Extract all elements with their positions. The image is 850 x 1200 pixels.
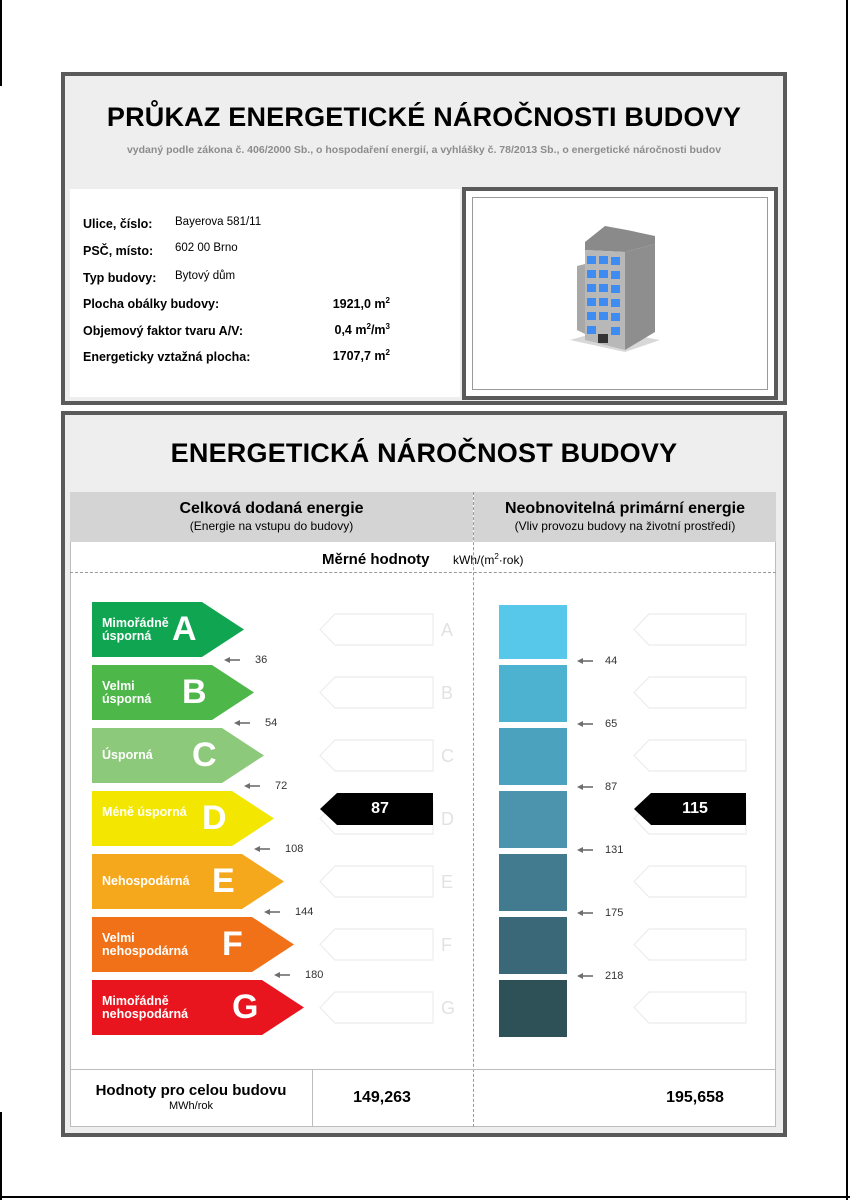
left-ghost-letter-f: F: [441, 935, 452, 955]
left-threshold-arrow-1-head: [234, 720, 240, 726]
primary-bar-c: [499, 728, 567, 785]
reference-area-label: Energeticky vztažná plocha:: [83, 350, 251, 364]
shape-factor-label: Objemový faktor tvaru A/V:: [83, 324, 243, 338]
right-threshold-1: 65: [605, 718, 618, 730]
left-ghost-letter-a: A: [441, 620, 454, 640]
primary-bar-e: [499, 854, 567, 911]
delivered-energy-total: 149,263: [353, 1089, 411, 1106]
right-placeholder-f: [634, 929, 746, 960]
building-type-value: Bytový dům: [175, 270, 236, 282]
right-placeholder-a: [634, 614, 746, 645]
left-threshold-2: 72: [275, 780, 288, 792]
right-placeholder-e: [634, 866, 746, 897]
left-threshold-arrow-3-head: [254, 846, 260, 852]
right-threshold-3: 131: [605, 844, 624, 856]
class-label-f: Velmi nehospodárná: [102, 931, 189, 958]
left-ghost-letter-b: B: [441, 683, 454, 703]
envelope-area-value: 1921,0 $m^2$: [332, 296, 390, 312]
left-placeholder-c: [320, 740, 433, 771]
right-threshold-arrow-3-head: [577, 847, 583, 853]
psc-value: 602 00 Brno: [175, 242, 238, 254]
left-threshold-3: 108: [285, 843, 304, 855]
delivered-energy-heading: Celková dodaná energie: [179, 500, 364, 517]
class-label-c: Úsporná: [102, 748, 153, 762]
left-placeholder-b: [320, 677, 433, 708]
left-ghost-letter-d: D: [441, 809, 454, 829]
right-threshold-arrow-5-head: [577, 973, 583, 979]
psc-label: PSČ, místo:: [83, 244, 154, 258]
class-label-a: Mimořádně úsporná: [102, 616, 169, 643]
certificate-subtitle: vydaný podle zákona č. 406/2000 Sb., o hospodaření energií, a vyhlášky č. 78/2013 Sb., o energetické náročnosti budov: [126, 144, 722, 156]
specific-values-label: Měrné hodnoty: [322, 551, 430, 568]
right-threshold-2: 87: [605, 781, 618, 793]
class-label-g: Mimořádně nehospodárná: [102, 994, 189, 1021]
primary-bar-g: [499, 980, 567, 1037]
class-letter-a: A: [172, 610, 197, 648]
right-threshold-arrow-1-head: [577, 721, 583, 727]
left-threshold-5: 180: [305, 969, 324, 981]
class-label-d: Méně úsporná: [102, 805, 187, 819]
class-letter-f: F: [222, 925, 243, 963]
right-threshold-arrow-0-head: [577, 658, 583, 664]
primary-energy-total: 195,658: [666, 1089, 724, 1106]
left-placeholder-f: [320, 929, 433, 960]
class-letter-c: C: [192, 736, 217, 774]
left-ghost-letter-c: C: [441, 746, 454, 766]
whole-building-unit: MWh/rok: [169, 1100, 213, 1112]
shape-factor-value: 0,4 $m^2/m^3$: [334, 322, 390, 338]
right-placeholder-g: [634, 992, 746, 1023]
right-placeholder-b: [634, 677, 746, 708]
right-placeholder-c: [634, 740, 746, 771]
left-placeholder-a: [320, 614, 433, 645]
specific-values-unit: kWh/$(m^2\cdot rok)$: [453, 552, 524, 567]
street-label: Ulice, číslo:: [83, 217, 153, 231]
left-ghost-letter-g: G: [441, 998, 456, 1018]
primary-bar-a: [499, 605, 567, 659]
class-label-b: Velmi úsporná: [102, 679, 152, 706]
street-value: Bayerova 581/11: [175, 216, 262, 228]
primary-energy-subheading: (Vliv provozu budovy na životní prostředí): [514, 519, 736, 533]
left-placeholder-g: [320, 992, 433, 1023]
right-threshold-0: 44: [605, 655, 618, 667]
delivered-energy-subheading: (Energie na vstupu do budovy): [189, 519, 354, 533]
class-letter-g: G: [232, 988, 259, 1026]
left-threshold-4: 144: [295, 906, 314, 918]
class-label-e: Nehospodárná: [102, 874, 190, 888]
left-threshold-arrow-2-head: [244, 783, 250, 789]
primary-energy-value: 115: [682, 800, 708, 817]
right-threshold-4: 175: [605, 907, 624, 919]
left-ghost-letter-e: E: [441, 872, 454, 892]
class-letter-d: D: [202, 799, 227, 837]
envelope-area-label: Plocha obálky budovy:: [83, 297, 220, 311]
left-threshold-arrow-4-head: [264, 909, 270, 915]
whole-building-label: Hodnoty pro celou budovu: [95, 1082, 287, 1099]
class-letter-e: E: [212, 862, 235, 900]
reference-area-value: 1707,7 $m^2$: [332, 348, 390, 364]
right-threshold-arrow-4-head: [577, 910, 583, 916]
primary-bar-b: [499, 665, 567, 722]
right-threshold-5: 218: [605, 970, 624, 982]
building-type-label: Typ budovy:: [83, 271, 157, 285]
primary-energy-heading: Neobnovitelná primární energie: [504, 500, 746, 517]
left-threshold-arrow-5-head: [274, 972, 280, 978]
left-threshold-arrow-0-head: [224, 657, 230, 663]
primary-bar-f: [499, 917, 567, 974]
left-placeholder-e: [320, 866, 433, 897]
right-threshold-arrow-2-head: [577, 784, 583, 790]
delivered-energy-value: 87: [371, 800, 389, 817]
left-threshold-1: 54: [265, 717, 278, 729]
energy-rating-title: ENERGETICKÁ NÁROČNOST BUDOVY: [170, 438, 678, 468]
primary-bar-d: [499, 791, 567, 848]
class-letter-b: B: [182, 673, 207, 711]
left-threshold-0: 36: [255, 654, 268, 666]
certificate-title: PRŮKAZ ENERGETICKÉ NÁROČNOSTI BUDOVY: [106, 102, 742, 132]
